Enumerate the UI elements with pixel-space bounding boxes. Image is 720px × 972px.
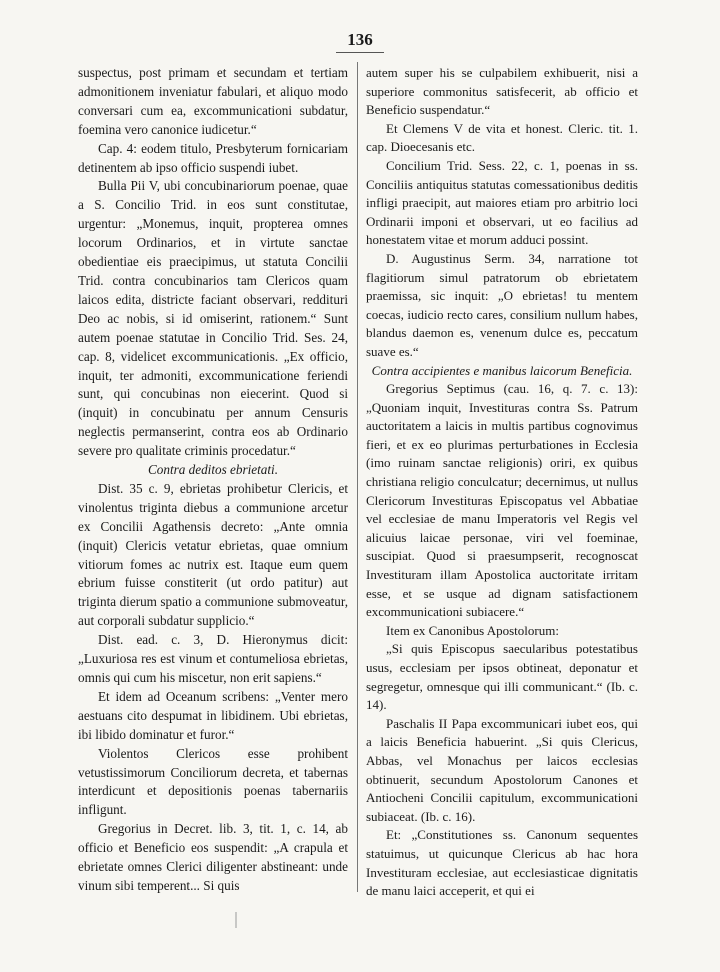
left-column xyxy=(78,64,348,896)
column-divider xyxy=(357,62,358,892)
paragraph: Et Clemens V de vita et honest. Cleric. tit. 1. cap. Dioecesanis etc. xyxy=(366,120,638,155)
page-number-rule xyxy=(336,52,384,53)
paragraph: „Si quis Episcopus saecularibus potestatibus usus, ecclesiam per ipsos obtineat, deponatur et segregetur, omnesque qui illi communicant.“ (Ib. c. 14). xyxy=(366,641,638,713)
paragraph: Item ex Canonibus Apostolorum: xyxy=(386,622,559,638)
paragraph: autem super his se culpabilem exhibuerit, nisi a superiore commonitus satisfecerit, ab officio et Beneficio suspendatur.“ xyxy=(366,65,638,118)
page-number: 136 xyxy=(347,30,373,49)
paragraph: Gregorius in Decret. lib. 3, tit. 1, c. 14, ab officio et Beneficio eos suspendit: „A crapula et ebrietate omnes Clerici diligenter abstineant: unde vinum sibi temperent... Si quis xyxy=(78,821,348,893)
paragraph: Gregorius Septimus (cau. 16, q. 7. c. 13): „Quoniam inquit, Investituras contra Ss. Patrum auctoritatem a laicis in multis partibus cognovimus fieri, et ex eo plurimas perturbationes in Ecclesia (imo ruinam sanctae religionis) oriri, ex quibus christiana religio conculcatur; decernimus, ut nullus Clericorum Investituras Episcopatus vel Abbatiae vel ecclesiae de manu Imperatoris vel Regis vel alicuius laicae personae, viri vel foeminae, suscipiat. Quod si praesumpserit, recognoscat Investituram illam Apostolica auctoritate irritam esse, et se usque ad dignam satisfactionem excommunicationi subiacere.“ xyxy=(366,381,638,620)
paragraph: Et: „Constitutiones ss. Canonum sequentes statuimus, ut quicunque Clericus ab hac hora Investituram ecclesiae, aut ecclesiasticae dignitatis de manu laici acceperit, et qui ei xyxy=(366,827,638,899)
right-column xyxy=(366,64,638,901)
paragraph: Cap. 4: eodem titulo, Presbyterum fornicariam detinentem ab ipso officio suspendi iubet. xyxy=(78,140,348,175)
paragraph: Concilium Trid. Sess. 22, c. 1, poenas in ss. Conciliis antiquitus statutas comessationibus deditis infligi praecipit, aut maiores etiam pro arbitrio loci Ordinarii imponi et observari, ut eo facilius ad honestatem vitae et morum adduci possint. xyxy=(366,157,638,248)
paragraph: Et idem ad Oceanum scribens: „Venter mero aestuans cito despumat in libidinem. Ubi ebrietas, ibi libido dominatur et furor.“ xyxy=(78,688,348,742)
paragraph: suspectus, post primam et secundam et tertiam admonitionem inveniatur fabulari, et aliquo modo conversari cum ea, excommunicationi subdatur, foemina vero canonice iudicetur.“ xyxy=(78,65,348,137)
paragraph: D. Augustinus Serm. 34, narratione tot flagitiorum simul patratorum ob ebrietatem praemissa, sic inquit: „O ebrietas! tu mentem coecas, iudicio recto cares, consilium nullum habes, blandus daemon es, venenum dulce es, peccatum suave es.“ xyxy=(366,250,638,359)
section-heading: Contra deditos ebrietati. xyxy=(147,462,279,478)
paragraph: Paschalis II Papa excommunicari iubet eos, qui a laicis Beneficia habuerint. „Si quis Clericus, Abbas, vel Monachus per laicos ecclesias obtinuerit, secundum Apostolorum Canones et Antiocheni Concilii capitulum, excommunicationi subiaceat. (Ib. c. 16). xyxy=(366,715,638,824)
paragraph: Dist. ead. c. 3, D. Hieronymus dicit: „Luxuriosa res est vinum et contumeliosa ebrietas, omnis qui cum his miscetur, non erit sapiens.“ xyxy=(78,632,348,685)
page-speck xyxy=(235,912,237,928)
paragraph: Dist. 35 c. 9, ebrietas prohibetur Clericis, et vinolentus triginta diebus a communione arcetur ex Concilii Agathensis decreto: „Ante omnia (inquit) Clericis vetatur ebrietas, quae omnium vitiorum fomes ac nutrix est. Itaque eum quem ebrium fuisse constiterit (ut ordo patitur) aut triginta dierum spatio a communione submoveatur, aut corporali subdatur supplicio.“ xyxy=(78,480,348,629)
paragraph: Violentos Clericos esse prohibent vetustissimorum Conciliorum decreta, et tabernas interdicunt et depositionis poenas tabernariis infligunt. xyxy=(78,745,348,818)
paragraph: Bulla Pii V, ubi concubinariorum poenae, quae a S. Concilio Trid. in eos sunt constitutae, urgentur: „Monemus, inquit, propterea omnes locorum Ordinarios, et in virtute sanctae obedientiae eis praecipimus, ut statuta Concilii Trid. contra concubinarios tam Clericos quam laicos edita, districte faciant observari, reddituri Deo ac nobis, si id omiserint, rationem.“ Sunt autem poenae statutae in Concilio Trid. Ses. 24, cap. 8, videlicet excommunicationis. „Ex officio, inquit, ter admoniti, excommunicatione feriendi sunt, qui concubinas non eiecerint. Quod si (inquit) in concubinatu per annum Censuris neglectis permanserint, contra eos ab Ordinario severe pro qualitate criminis procedatur.“ xyxy=(78,178,348,459)
section-heading: Contra accipientes e manibus laicorum Beneficia. xyxy=(371,362,633,378)
